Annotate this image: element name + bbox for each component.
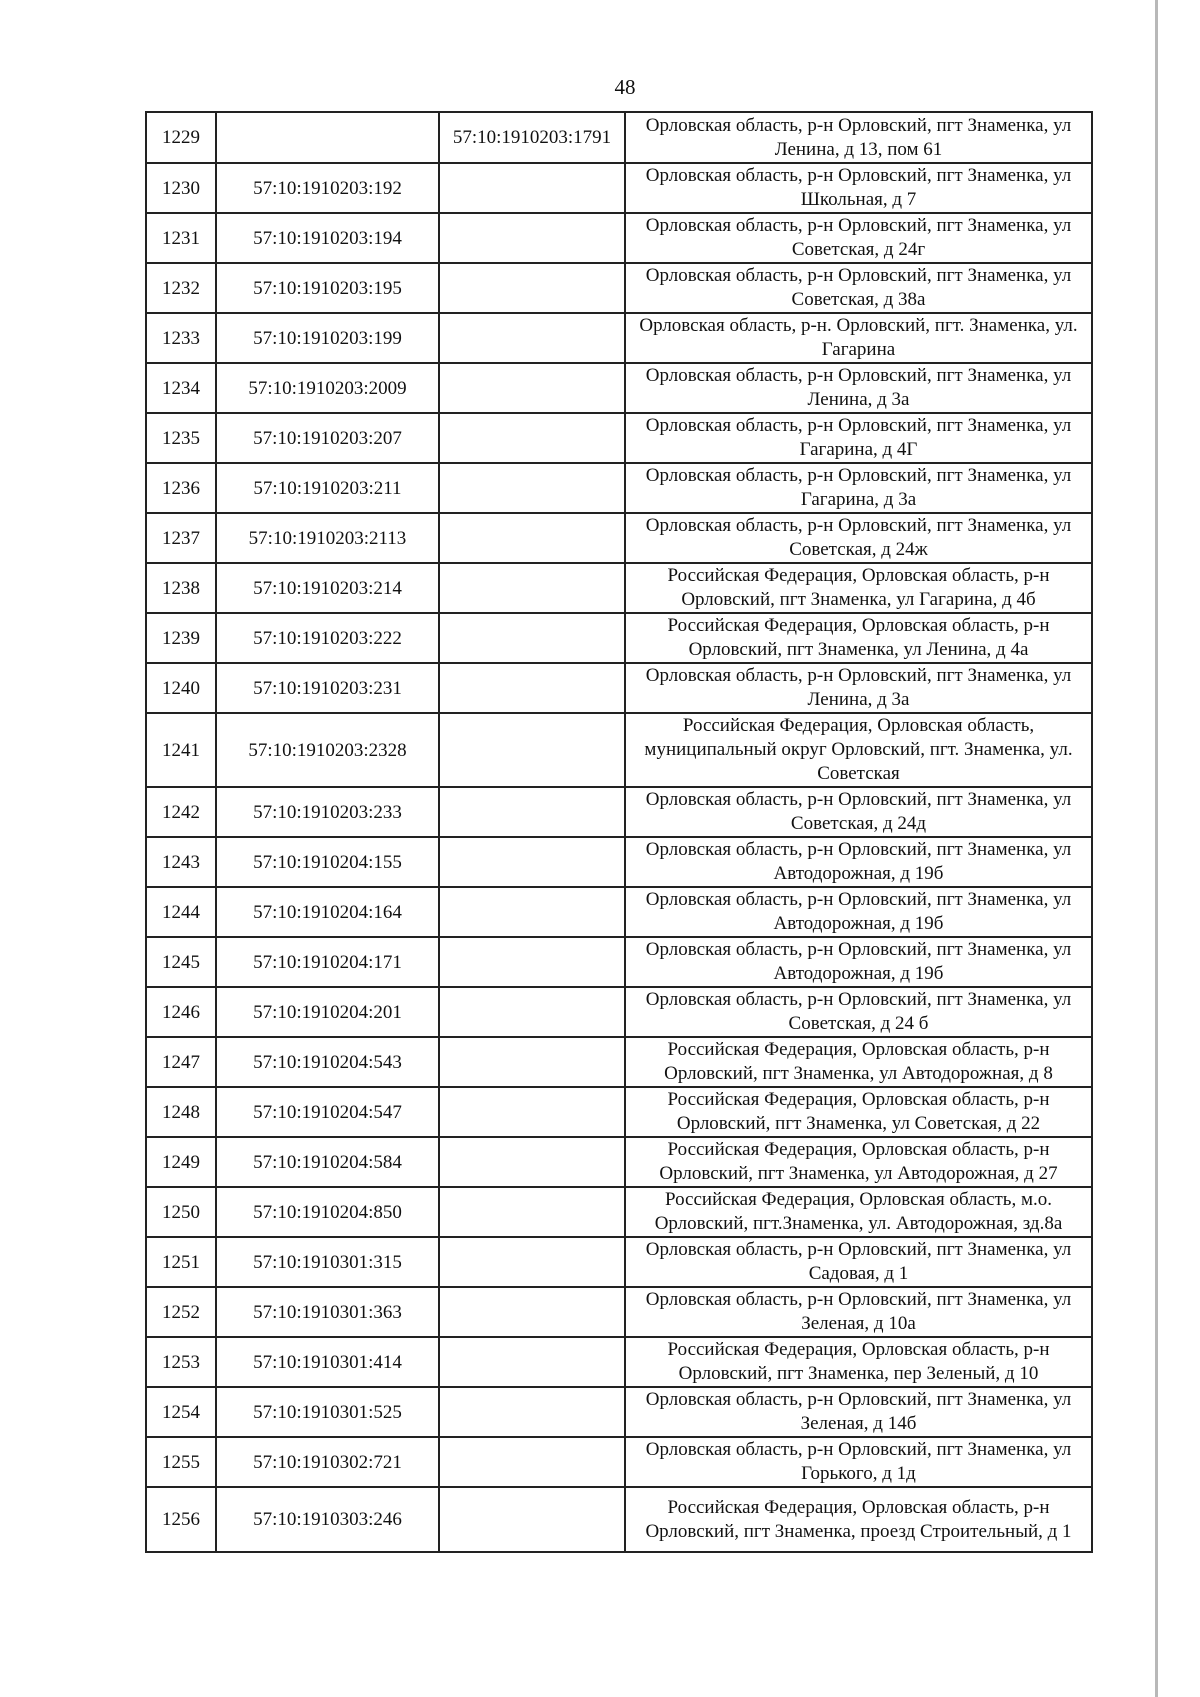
- page-edge-shadow: [1155, 0, 1158, 1697]
- table-row: [146, 363, 1092, 413]
- table-row: [146, 837, 1092, 887]
- cadastral-number-cell: 57:10:1910302:721: [216, 1437, 439, 1487]
- table-row: [146, 313, 1092, 363]
- address-cell: Орловская область, р-н Орловский, пгт Знаменка, ул Школьная, д 7: [625, 163, 1092, 213]
- table-row: [146, 263, 1092, 313]
- secondary-cadastral-number-cell: [439, 1387, 625, 1437]
- row-number-cell: 1249: [146, 1137, 216, 1187]
- address-cell: Орловская область, р-н Орловский, пгт Знаменка, ул Гагарина, д 3а: [625, 463, 1092, 513]
- secondary-cadastral-number-cell: [439, 713, 625, 787]
- row-number-cell: 1231: [146, 213, 216, 263]
- row-number-cell: 1242: [146, 787, 216, 837]
- secondary-cadastral-number-cell: [439, 213, 625, 263]
- address-cell: Орловская область, р-н Орловский, пгт Знаменка, ул Автодорожная, д 19б: [625, 937, 1092, 987]
- row-number-cell: 1238: [146, 563, 216, 613]
- cadastral-number-cell: 57:10:1910204:850: [216, 1187, 439, 1237]
- row-number-cell: 1239: [146, 613, 216, 663]
- address-cell: Орловская область, р-н Орловский, пгт Знаменка, ул Советская, д 24ж: [625, 513, 1092, 563]
- secondary-cadastral-number-cell: [439, 887, 625, 937]
- address-cell: Орловская область, р-н Орловский, пгт Знаменка, ул Советская, д 24г: [625, 213, 1092, 263]
- cadastral-number-cell: [216, 112, 439, 163]
- cadastral-number-cell: 57:10:1910203:207: [216, 413, 439, 463]
- cadastral-number-cell: 57:10:1910301:363: [216, 1287, 439, 1337]
- table-row: [146, 112, 1092, 163]
- table-row: [146, 613, 1092, 663]
- row-number-cell: 1251: [146, 1237, 216, 1287]
- cadastral-number-cell: 57:10:1910204:584: [216, 1137, 439, 1187]
- cadastral-number-cell: 57:10:1910203:2113: [216, 513, 439, 563]
- row-number-cell: 1233: [146, 313, 216, 363]
- secondary-cadastral-number-cell: [439, 1487, 625, 1552]
- secondary-cadastral-number-cell: [439, 613, 625, 663]
- row-number-cell: 1232: [146, 263, 216, 313]
- secondary-cadastral-number-cell: [439, 513, 625, 563]
- cadastral-number-cell: 57:10:1910203:233: [216, 787, 439, 837]
- cadastral-number-cell: 57:10:1910203:222: [216, 613, 439, 663]
- secondary-cadastral-number-cell: [439, 1237, 625, 1287]
- row-number-cell: 1230: [146, 163, 216, 213]
- cadastral-number-cell: 57:10:1910203:231: [216, 663, 439, 713]
- secondary-cadastral-number-cell: [439, 363, 625, 413]
- address-cell: Российская Федерация, Орловская область, муниципальный округ Орловский, пгт. Знаменка, ул. Советская: [625, 713, 1092, 787]
- row-number-cell: 1256: [146, 1487, 216, 1552]
- address-cell: Российская Федерация, Орловская область, р-н Орловский, пгт Знаменка, ул Советская, д 22: [625, 1087, 1092, 1137]
- registry-table-body: [146, 112, 1092, 1552]
- secondary-cadastral-number-cell: [439, 663, 625, 713]
- table-row: [146, 463, 1092, 513]
- cadastral-number-cell: 57:10:1910203:2328: [216, 713, 439, 787]
- secondary-cadastral-number-cell: [439, 1137, 625, 1187]
- secondary-cadastral-number-cell: [439, 563, 625, 613]
- page-number: 48: [614, 75, 636, 99]
- row-number-cell: 1241: [146, 713, 216, 787]
- address-cell: Орловская область, р-н Орловский, пгт Знаменка, ул Садовая, д 1: [625, 1237, 1092, 1287]
- table-row: [146, 1037, 1092, 1087]
- address-cell: Орловская область, р-н Орловский, пгт Знаменка, ул Зеленая, д 14б: [625, 1387, 1092, 1437]
- row-number-cell: 1234: [146, 363, 216, 413]
- address-cell: Орловская область, р-н Орловский, пгт Знаменка, ул Зеленая, д 10а: [625, 1287, 1092, 1337]
- cadastral-number-cell: 57:10:1910203:195: [216, 263, 439, 313]
- row-number-cell: 1235: [146, 413, 216, 463]
- address-cell: Орловская область, р-н Орловский, пгт Знаменка, ул Ленина, д 3а: [625, 363, 1092, 413]
- cadastral-number-cell: 57:10:1910301:315: [216, 1237, 439, 1287]
- secondary-cadastral-number-cell: [439, 463, 625, 513]
- table-row: [146, 1437, 1092, 1487]
- cadastral-number-cell: 57:10:1910203:211: [216, 463, 439, 513]
- table-row: [146, 1137, 1092, 1187]
- table-row: [146, 663, 1092, 713]
- row-number-cell: 1252: [146, 1287, 216, 1337]
- address-cell: Российская Федерация, Орловская область, р-н Орловский, пгт Знаменка, ул Ленина, д 4а: [625, 613, 1092, 663]
- table-row: [146, 1187, 1092, 1237]
- row-number-cell: 1243: [146, 837, 216, 887]
- address-cell: Российская Федерация, Орловская область, р-н Орловский, пгт Знаменка, проезд Строительный, д 1: [625, 1487, 1092, 1552]
- cadastral-number-cell: 57:10:1910203:214: [216, 563, 439, 613]
- row-number-cell: 1245: [146, 937, 216, 987]
- secondary-cadastral-number-cell: [439, 263, 625, 313]
- row-number-cell: 1246: [146, 987, 216, 1037]
- table-row: [146, 163, 1092, 213]
- table-row: [146, 513, 1092, 563]
- address-cell: Российская Федерация, Орловская область, м.о. Орловский, пгт.Знаменка, ул. Автодорожная, зд.8а: [625, 1187, 1092, 1237]
- cadastral-number-cell: 57:10:1910204:543: [216, 1037, 439, 1087]
- table-row: [146, 787, 1092, 837]
- address-cell: Орловская область, р-н Орловский, пгт Знаменка, ул Гагарина, д 4Г: [625, 413, 1092, 463]
- secondary-cadastral-number-cell: [439, 1087, 625, 1137]
- secondary-cadastral-number-cell: [439, 1287, 625, 1337]
- table-row: [146, 413, 1092, 463]
- cadastral-number-cell: 57:10:1910204:201: [216, 987, 439, 1037]
- table-row: [146, 1337, 1092, 1387]
- address-cell: Орловская область, р-н Орловский, пгт Знаменка, ул Советская, д 24 б: [625, 987, 1092, 1037]
- secondary-cadastral-number-cell: [439, 1437, 625, 1487]
- cadastral-number-cell: 57:10:1910203:192: [216, 163, 439, 213]
- table-row: [146, 987, 1092, 1037]
- table-row: [146, 1237, 1092, 1287]
- row-number-cell: 1247: [146, 1037, 216, 1087]
- secondary-cadastral-number-cell: [439, 1037, 625, 1087]
- address-cell: Орловская область, р-н Орловский, пгт Знаменка, ул Ленина, д 13, пом 61: [625, 112, 1092, 163]
- table-row: [146, 1387, 1092, 1437]
- row-number-cell: 1254: [146, 1387, 216, 1437]
- table-row: [146, 937, 1092, 987]
- address-cell: Орловская область, р-н Орловский, пгт Знаменка, ул Ленина, д 3а: [625, 663, 1092, 713]
- row-number-cell: 1240: [146, 663, 216, 713]
- row-number-cell: 1229: [146, 112, 216, 163]
- secondary-cadastral-number-cell: [439, 987, 625, 1037]
- secondary-cadastral-number-cell: 57:10:1910203:1791: [439, 112, 625, 163]
- address-cell: Орловская область, р-н Орловский, пгт Знаменка, ул Автодорожная, д 19б: [625, 887, 1092, 937]
- secondary-cadastral-number-cell: [439, 787, 625, 837]
- secondary-cadastral-number-cell: [439, 937, 625, 987]
- address-cell: Российская Федерация, Орловская область, р-н Орловский, пгт Знаменка, ул Автодорожная, д 27: [625, 1137, 1092, 1187]
- address-cell: Российская Федерация, Орловская область, р-н Орловский, пгт Знаменка, ул Автодорожная, д 8: [625, 1037, 1092, 1087]
- row-number-cell: 1248: [146, 1087, 216, 1137]
- secondary-cadastral-number-cell: [439, 313, 625, 363]
- secondary-cadastral-number-cell: [439, 837, 625, 887]
- registry-table: [145, 111, 1093, 1553]
- cadastral-number-cell: 57:10:1910204:171: [216, 937, 439, 987]
- table-row: [146, 213, 1092, 263]
- table-row: [146, 887, 1092, 937]
- table-row: [146, 1287, 1092, 1337]
- table-row: [146, 563, 1092, 613]
- cadastral-number-cell: 57:10:1910203:199: [216, 313, 439, 363]
- secondary-cadastral-number-cell: [439, 1337, 625, 1387]
- cadastral-number-cell: 57:10:1910203:194: [216, 213, 439, 263]
- row-number-cell: 1237: [146, 513, 216, 563]
- table-row: [146, 1087, 1092, 1137]
- cadastral-number-cell: 57:10:1910301:414: [216, 1337, 439, 1387]
- address-cell: Орловская область, р-н Орловский, пгт Знаменка, ул Автодорожная, д 19б: [625, 837, 1092, 887]
- row-number-cell: 1244: [146, 887, 216, 937]
- secondary-cadastral-number-cell: [439, 1187, 625, 1237]
- address-cell: Орловская область, р-н. Орловский, пгт. Знаменка, ул. Гагарина: [625, 313, 1092, 363]
- address-cell: Орловская область, р-н Орловский, пгт Знаменка, ул Горького, д 1д: [625, 1437, 1092, 1487]
- row-number-cell: 1236: [146, 463, 216, 513]
- address-cell: Российская Федерация, Орловская область, р-н Орловский, пгт Знаменка, пер Зеленый, д 10: [625, 1337, 1092, 1387]
- table-row: [146, 713, 1092, 787]
- cadastral-number-cell: 57:10:1910303:246: [216, 1487, 439, 1552]
- secondary-cadastral-number-cell: [439, 413, 625, 463]
- address-cell: Орловская область, р-н Орловский, пгт Знаменка, ул Советская, д 24д: [625, 787, 1092, 837]
- row-number-cell: 1253: [146, 1337, 216, 1387]
- secondary-cadastral-number-cell: [439, 163, 625, 213]
- address-cell: Орловская область, р-н Орловский, пгт Знаменка, ул Советская, д 38а: [625, 263, 1092, 313]
- cadastral-number-cell: 57:10:1910203:2009: [216, 363, 439, 413]
- cadastral-number-cell: 57:10:1910301:525: [216, 1387, 439, 1437]
- cadastral-number-cell: 57:10:1910204:547: [216, 1087, 439, 1137]
- address-cell: Российская Федерация, Орловская область, р-н Орловский, пгт Знаменка, ул Гагарина, д 4б: [625, 563, 1092, 613]
- cadastral-number-cell: 57:10:1910204:155: [216, 837, 439, 887]
- cadastral-number-cell: 57:10:1910204:164: [216, 887, 439, 937]
- row-number-cell: 1250: [146, 1187, 216, 1237]
- row-number-cell: 1255: [146, 1437, 216, 1487]
- table-row: [146, 1487, 1092, 1552]
